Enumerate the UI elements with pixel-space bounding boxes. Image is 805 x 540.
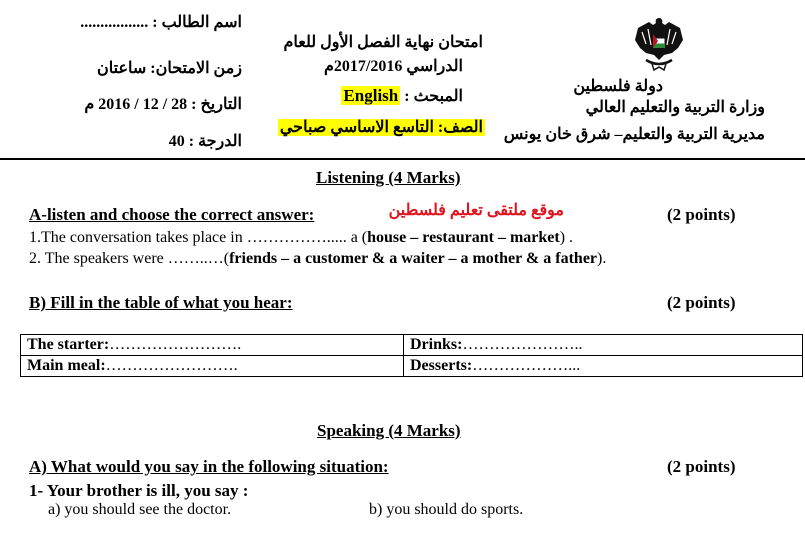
table-row [21, 356, 803, 377]
class-label: الصف: [437, 119, 483, 136]
fill-in-table [20, 334, 803, 377]
listening-question-2 [29, 250, 606, 268]
cell-label: The starter: [27, 336, 110, 353]
subject-label: المبحث : [404, 88, 463, 105]
cell-label: Main meal: [27, 357, 106, 374]
subject-row [341, 86, 463, 106]
cell-blank: ………………….. [462, 336, 583, 353]
ministry-name: وزارة التربية والتعليم العالي [585, 99, 765, 116]
state-name: دولة فلسطين [573, 78, 663, 95]
question-2-end: ). [597, 250, 607, 267]
speaking-title: Speaking (4 Marks) [317, 421, 461, 440]
question-2-text: 2. The speakers were ……..…( [29, 250, 230, 267]
speaking-option-a[interactable]: a) you should see the doctor. [48, 501, 232, 518]
listening-section-a-title: A-listen and choose the correct answer: [29, 205, 315, 224]
cell-label: Desserts: [410, 357, 473, 374]
exam-grade: الدرجة : 40 [168, 133, 242, 150]
exam-date: التاريخ : 28 / 12 / 2016 م [84, 96, 242, 113]
cell-label: Drinks: [410, 336, 463, 353]
class-row [278, 117, 485, 137]
table-cell-main-meal[interactable] [21, 356, 404, 377]
listening-question-1 [29, 229, 573, 247]
question-1-text: 1.The conversation takes place in ……………..... a ( [29, 229, 368, 246]
exam-title-line2: الدراسي 2017/2016م [324, 58, 463, 75]
speaking-section-a-title: A) What would you say in the following situation: [29, 457, 389, 476]
question-2-options: friends – a customer & a waiter – a mother & a father [229, 250, 598, 267]
header-divider [0, 158, 805, 160]
listening-section-a-points: (2 points) [667, 205, 736, 224]
speaking-question-1: 1- Your brother is ill, you say : [29, 481, 249, 500]
cell-blank: ……………………. [109, 336, 242, 353]
table-cell-starter[interactable] [21, 335, 404, 356]
table-row [21, 335, 803, 356]
palestine-eagle-emblem-icon [632, 14, 686, 72]
cell-blank: ………………... [472, 357, 581, 374]
listening-section-b-title: B) Fill in the table of what you hear: [29, 293, 293, 312]
directorate-name: مديرية التربية والتعليم– شرق خان يونس [503, 126, 765, 143]
exam-title-line1: امتحان نهاية الفصل الأول للعام [283, 34, 483, 51]
student-name-field: اسم الطالب : ................. [80, 14, 242, 31]
subject-value: English [343, 86, 399, 105]
question-1-options: house – restaurant – market [367, 229, 560, 246]
table-cell-drinks[interactable] [404, 335, 803, 356]
listening-title: Listening (4 Marks) [316, 168, 461, 187]
speaking-option-b[interactable]: b) you should do sports. [369, 501, 524, 518]
watermark-text: موقع ملتقى تعليم فلسطين [388, 202, 564, 219]
question-1-end: ) . [559, 229, 574, 246]
table-cell-desserts[interactable] [404, 356, 803, 377]
class-value: التاسع الاساسي صباحي [279, 119, 434, 136]
cell-blank: ……………………. [105, 357, 238, 374]
exam-time: زمن الامتحان: ساعتان [96, 60, 242, 77]
speaking-section-a-points: (2 points) [667, 457, 736, 476]
listening-section-b-points: (2 points) [667, 293, 736, 312]
